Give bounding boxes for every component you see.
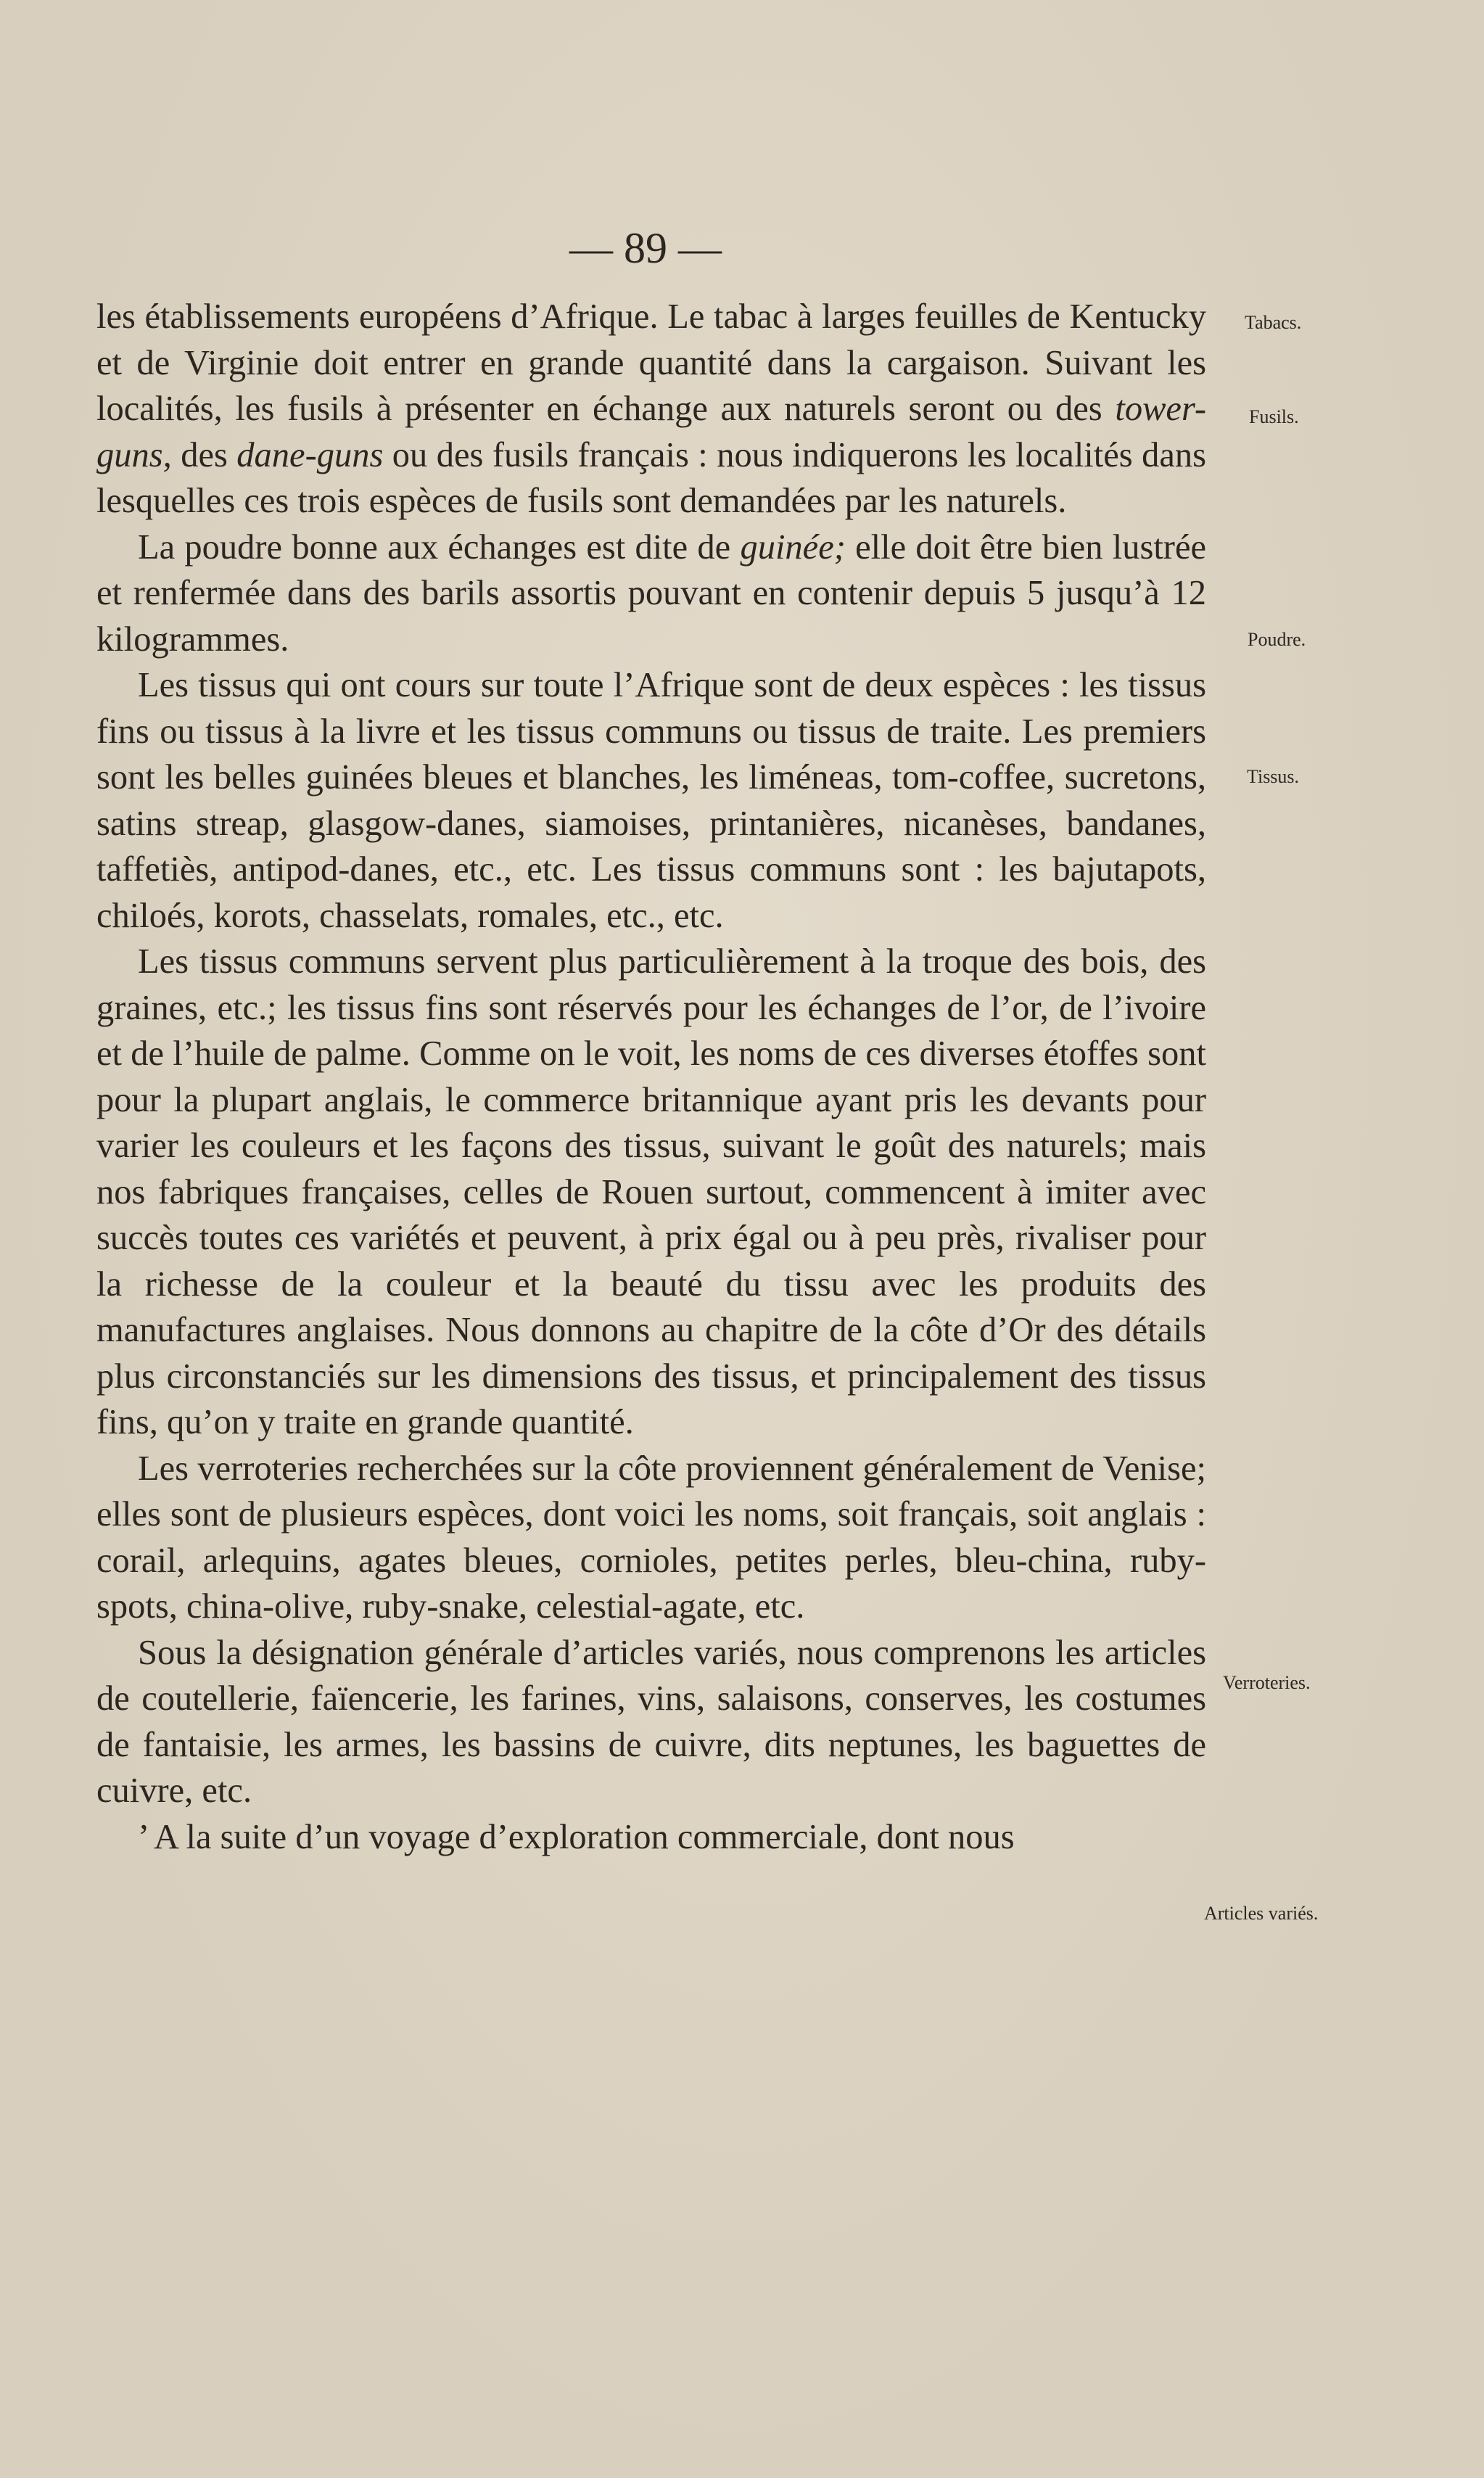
margin-note-articles-varies: Articles variés. bbox=[1204, 1903, 1319, 1924]
margin-note-poudre: Poudre. bbox=[1248, 629, 1306, 650]
paragraph-footnote-start: ’ A la suite d’un voyage d’exploration commerciale, dont nous bbox=[138, 1817, 1015, 1856]
margin-note-tissus: Tissus. bbox=[1247, 766, 1300, 787]
paragraph-tabacs-fusils: les établissements européens d’Afrique. Le tabac à larges feuilles de Kentucky et de Virginie doit entrer en grande quantité dans la cargaison. Suivant les localités, les fusils à présenter en échange aux naturels seront ou des tower-guns, des dane-guns ou des fusils français : nous indiquerons les localités dans lesquelles ces trois espèces de fusils sont demandées par les naturels. bbox=[96, 297, 1206, 520]
margin-note-tabacs: Tabacs. bbox=[1245, 312, 1302, 333]
paragraph-poudre: La poudre bonne aux échanges est dite de guinée; elle doit être bien lustrée et renfermée dans des barils assortis pouvant en contenir depuis 5 jusqu’à 12 kilogrammes. bbox=[96, 527, 1206, 659]
margin-note-fusils: Fusils. bbox=[1249, 406, 1299, 427]
body-text bbox=[96, 294, 1206, 1860]
paragraph-tissus: Les tissus qui ont cours sur toute l’Afrique sont de deux espèces : les tissus fins ou tissus à la livre et les tissus communs ou tissus de traite. Les premiers sont les belles guinées bleues et blanches, les liméneas, tom-coffee, sucretons, satins streap, glasgow-danes, siamoises, printanières, nicanèses, bandanes, taffetiès, antipod-danes, etc., etc. Les tissus communs sont : les bajutapots, chiloés, korots, chasselats, romales, etc., etc. bbox=[96, 666, 1206, 935]
margin-note-verroteries: Verroteries. bbox=[1223, 1672, 1311, 1693]
paragraph-verroteries: Les verroteries recherchées sur la côte proviennent généralement de Venise; elles sont de plusieurs espèces, dont voici les noms, soit français, soit anglais : corail, arlequins, agates bleues, cornioles, petites perles, bleu-china, ruby-spots, china-olive, ruby-snake, celestial-agate, etc. bbox=[96, 1449, 1206, 1626]
paragraph-tissus-communs: Les tissus communs servent plus particulièrement à la troque des bois, des graines, etc.; les tissus fins sont réservés pour les échanges de l’or, de l’ivoire et de l’huile de palme. Comme on le voit, les noms de ces diverses étoffes sont pour la plupart anglais, le commerce britannique ayant pris les devants pour varier les couleurs et les façons des tissus, suivant le goût des naturels; mais nos fabriques françaises, celles de Rouen surtout, commencent à imiter avec succès toutes ces variétés et peuvent, à prix égal ou à peu près, rivaliser pour la richesse de la couleur et la beauté du tissu avec les produits des manufactures anglaises. Nous donnons au chapitre de la côte d’Or des détails plus circonstanciés sur les dimensions des tissus, et principalement des tissus fins, qu’on y traite en grande quantité. bbox=[96, 942, 1206, 1441]
page-number: — 89 — bbox=[569, 224, 722, 272]
paragraph-articles-varies: Sous la désignation générale d’articles variés, nous comprenons les articles de coutellerie, faïencerie, les farines, vins, salaisons, conserves, les costumes de fantaisie, les armes, les bassins de cuivre, dits neptunes, les baguettes de cuivre, etc. bbox=[96, 1633, 1206, 1810]
